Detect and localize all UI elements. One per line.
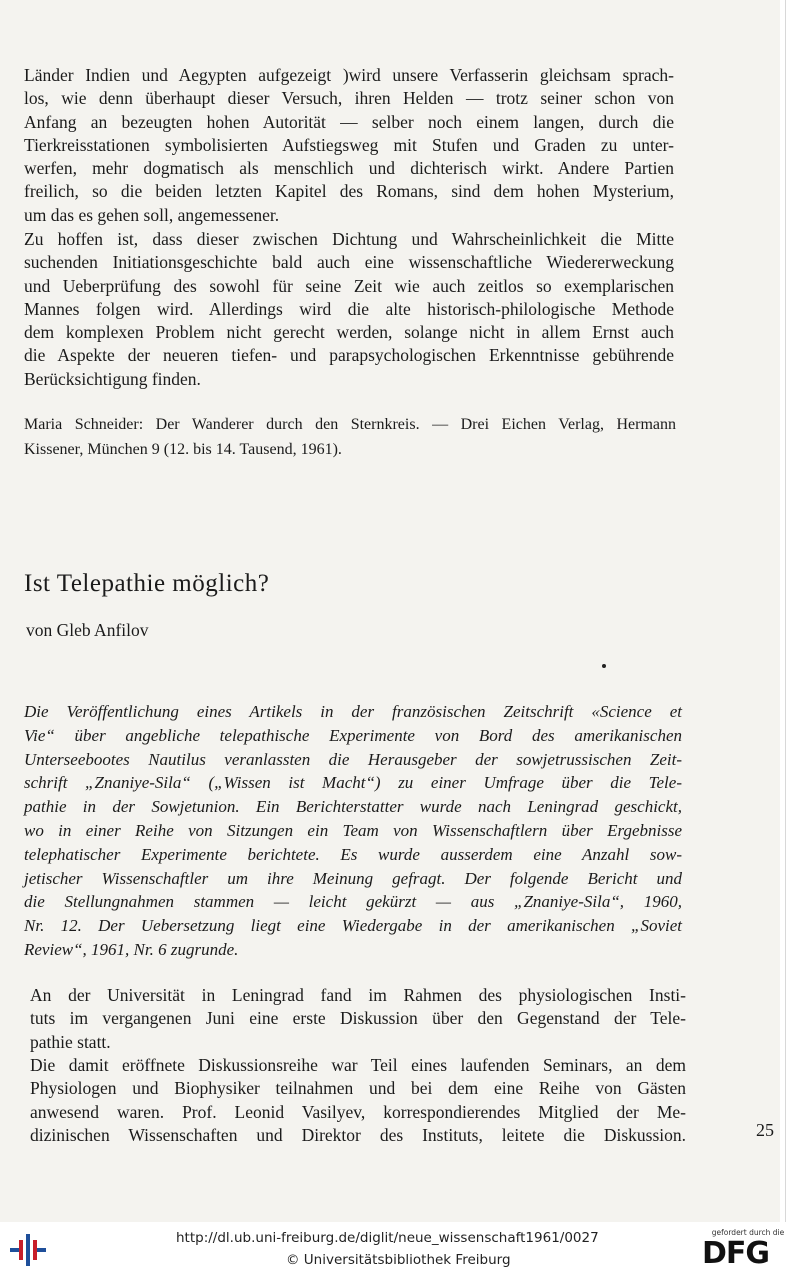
- ink-speck: [602, 664, 606, 668]
- text-line: Berücksichtigung finden.: [24, 368, 201, 389]
- text-line: Physiologen und Biophysiker teilnahmen und bei dem eine Reihe von Gästen: [30, 1078, 686, 1099]
- text-line: die Stellungnahmen stammen — leicht gekürzt — aus „Znaniye-Sila“, 1960,: [24, 892, 682, 912]
- text-line: Die Veröffentlichung eines Artikels in der französischen Zeitschrift «Science et: [24, 702, 682, 721]
- page-edge: [780, 0, 796, 1222]
- text-line: Zu hoffen ist, dass dieser zwischen Dichtung und Wahrscheinlichkeit die Mitte: [24, 229, 674, 249]
- text-line: Länder Indien und Aegypten aufgezeigt )wird unsere Verfasserin gleichsam sprach-: [24, 65, 674, 85]
- ub-freiburg-logo-icon: [6, 1230, 50, 1270]
- text-line: werfen, mehr dogmatisch als menschlich und dichterisch wirkt. Andere Partien: [24, 158, 674, 179]
- text-line: dizinischen Wissenschaften und Direktor des Instituts, leitete die Diskussion.: [30, 1125, 686, 1146]
- page-edge-line: [785, 0, 786, 1222]
- text-line: wo in einer Reihe von Sitzungen ein Team von Wissenschaftlern über Ergebnisse: [24, 820, 682, 840]
- text-line: schrift „Znaniye-Sila“ („Wissen ist Macht“) zu einer Umfrage über die Tele-: [24, 773, 682, 793]
- article-title: Ist Telepathie möglich?: [24, 570, 270, 597]
- text-line: Vie“ über angebliche telepathische Experimente von Bord des amerikanischen: [24, 725, 682, 745]
- text-line: Unterseebootes Nautilus veranlassten die Herausgeber der sowjetrussischen Zeit-: [24, 749, 682, 769]
- text-line: Die damit eröffnete Diskussionsreihe war Teil eines laufenden Seminars, an dem: [30, 1055, 686, 1075]
- text-line: und Ueberprüfung des sowohl für seine Zeit wie auch zeitlos so exemplarischen: [24, 275, 674, 296]
- text-line: tuts im vergangenen Juni eine erste Diskussion über den Gegenstand der Tele-: [30, 1008, 686, 1029]
- article-author: von Gleb Anfilov: [26, 620, 149, 640]
- citation-line: Maria Schneider: Der Wanderer durch den Sternkreis. — Drei Eichen Verlag, Hermann: [24, 416, 676, 433]
- text-line: jetischer Wissenschaftler um ihre Meinung gefragt. Der folgende Bericht und: [24, 868, 682, 888]
- text-line: telephatischer Experimente berichtete. Es wurde ausserdem eine Anzahl sow-: [24, 844, 682, 864]
- article-intro-italic: [24, 700, 682, 962]
- text-line: Tierkreisstationen symbolisierten Aufstiegsweg mit Stufen und Graden zu unter-: [24, 134, 674, 155]
- article-paragraph-1: [30, 984, 686, 1054]
- book-citation: [24, 412, 676, 462]
- text-line: anwesend waren. Prof. Leonid Vasilyev, korrespondierendes Mitglied der Me-: [30, 1101, 686, 1122]
- citation-line: Kissener, München 9 (12. bis 14. Tausend, 1961).: [24, 441, 342, 458]
- paragraph-review-continued: [24, 64, 674, 227]
- source-url-link[interactable]: http://dl.ub.uni-freiburg.de/diglit/neue_wissenschaft1961/0027: [176, 1230, 599, 1246]
- text-line: um das es gehen soll, angemessener.: [24, 204, 280, 225]
- text-line: Anfang an bezeugten hohen Autorität — selber noch einem langen, durch die: [24, 111, 674, 132]
- funded-by-text: gefordert durch die: [711, 1228, 785, 1237]
- text-line: los, wie denn überhaupt dieser Versuch, ihren Helden — trotz seiner schon von: [24, 88, 674, 109]
- text-line: Review“, 1961, Nr. 6 zugrunde.: [24, 939, 239, 959]
- copyright-text: © Universitätsbibliothek Freiburg: [286, 1252, 511, 1268]
- text-line: Nr. 12. Der Uebersetzung liegt eine Wiedergabe in der amerikanischen „Soviet: [24, 916, 682, 936]
- footer-bar: [0, 1222, 796, 1276]
- text-line: dem komplexen Problem nicht gerecht werden, solange nicht in allem Ernst auch: [24, 322, 674, 343]
- text-line: Mannes folgen wird. Allerdings wird die alte historisch-philologische Methode: [24, 298, 674, 319]
- text-line: pathie statt.: [30, 1031, 111, 1052]
- dfg-logo: DFG: [702, 1236, 770, 1271]
- text-line: An der Universität in Leningrad fand im Rahmen des physiologischen Insti-: [30, 985, 686, 1005]
- text-line: die Aspekte der neueren tiefen- und parapsychologischen Erkenntnisse gebührende: [24, 345, 674, 366]
- text-line: freilich, so die beiden letzten Kapitel des Romans, sind dem hohen Mysterium,: [24, 181, 674, 202]
- article-paragraph-2: [30, 1054, 686, 1148]
- text-line: pathie in der Sowjetunion. Ein Berichterstatter wurde nach Leningrad geschickt,: [24, 797, 682, 817]
- paragraph-review-conclusion: [24, 228, 674, 391]
- text-line: suchenden Initiationsgeschichte bald auch eine wissenschaftliche Wiedererweckung: [24, 252, 674, 273]
- page-number: 25: [756, 1120, 774, 1140]
